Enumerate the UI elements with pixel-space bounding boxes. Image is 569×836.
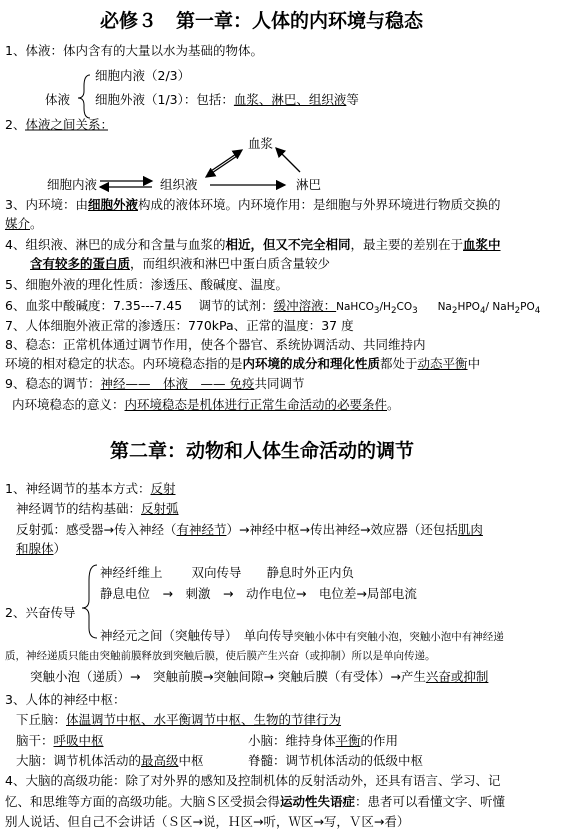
line-4 bbox=[5, 236, 501, 254]
nahco-text: NaHCO bbox=[336, 301, 374, 313]
center-cerebrum-a: 大脑：调节机体活动的 bbox=[16, 753, 142, 768]
excitation-3-a: 神经元之间（突触传导） 单向传导 bbox=[100, 628, 294, 643]
line-4-c: ，最主要的差别在于 bbox=[350, 237, 463, 252]
line-5: 5、细胞外液的理化性质：渗透压、酸碱度、温度。 bbox=[5, 277, 288, 292]
line-3-cont bbox=[5, 215, 43, 233]
line-10-a: 内环境稳态的意义： bbox=[12, 397, 125, 412]
line-9-network: 神经—— 体液 —— 免疫 bbox=[100, 376, 255, 391]
center-hypothalamus bbox=[16, 711, 341, 729]
arrow-plasma-to-tissue bbox=[206, 154, 240, 177]
sub-2b: 2 bbox=[451, 306, 458, 317]
sub-2a: 2 bbox=[390, 306, 397, 317]
line-4-cont bbox=[30, 255, 330, 273]
neural-3-a: 反射弧：感受器→传入神经（ bbox=[16, 522, 177, 537]
excitation-5-result: 兴奋或抑制 bbox=[425, 669, 489, 684]
line-8-e: 中 bbox=[467, 356, 481, 371]
neural-3-c: ）→神经中枢→传出神经→效应器（还包括 bbox=[226, 522, 458, 537]
line-6-pair2 bbox=[437, 301, 541, 317]
h-text: /H bbox=[379, 301, 391, 313]
line-9-a: 9、稳态的调节： bbox=[5, 376, 101, 391]
higher-3: 别人说话、但自己不会讲话（Ｓ区→说，Ｈ区→听，Ｗ区→写，Ｖ区→看） bbox=[5, 814, 410, 829]
neural-3-cont bbox=[16, 540, 66, 558]
center-brainstem-b: 呼吸中枢 bbox=[53, 733, 104, 748]
sub-3a: 3 bbox=[373, 306, 380, 317]
po-text: PO bbox=[520, 301, 535, 313]
excitation-brace bbox=[82, 565, 97, 638]
line-8-a: 环境的相对稳定的状态。内环境稳态指的是 bbox=[5, 356, 243, 371]
diagram-plasma: 血浆 bbox=[248, 136, 274, 151]
center-hypothalamus-b: 体温调节中枢、水平衡调节中枢、生物的节律行为 bbox=[66, 712, 342, 727]
excitation-5 bbox=[30, 668, 488, 686]
neural-3-muscle: 肌肉 bbox=[457, 522, 483, 537]
higher-2 bbox=[5, 793, 505, 811]
excitation-4: 质，神经递质只能由突触前膜释放到突触后膜，使后膜产生兴奋（或抑制）所以是单向传递。 bbox=[5, 650, 436, 662]
neural-3-close: ） bbox=[53, 541, 67, 556]
diagram-lymph: 淋巴 bbox=[296, 177, 322, 192]
line-4-plasma: 血浆中 bbox=[463, 237, 501, 252]
center-cerebrum-c: 中枢 bbox=[178, 753, 204, 768]
line-3-c: 构成的液体环境。内环境作用：是细胞与外界环境进行物质交换的 bbox=[137, 197, 501, 212]
line-8-cont bbox=[5, 355, 480, 373]
higher-2-c: ：患者可以看懂文字、听懂 bbox=[355, 794, 506, 809]
nah-text: / NaH bbox=[485, 301, 515, 313]
line-3 bbox=[5, 196, 501, 214]
line-4-protein: 含有较多的蛋白质 bbox=[30, 256, 131, 271]
higher-1: 4、大脑的高级功能：除了对外界的感知及控制机体的反射活动外，还具有语言、学习、记 bbox=[5, 773, 501, 788]
center-cerebellum-a: 小脑：维持身体 bbox=[248, 733, 336, 748]
excitation-label: 2、兴奋传导 bbox=[5, 605, 76, 620]
line-9-c: 共同调节 bbox=[254, 376, 305, 391]
sub-4b: 4 bbox=[534, 306, 541, 317]
line-10-meaning: 内环境稳态是机体进行正常生命活动的必要条件 bbox=[124, 397, 388, 412]
neural-3-gland: 和腺体 bbox=[16, 541, 54, 556]
line-6-buffer: 缓冲溶液： bbox=[273, 298, 337, 313]
line-8: 8、稳态：正常机体通过调节作用，使各个器官、系统协调活动、共同维持内 bbox=[5, 337, 426, 352]
center-cerebellum-balance: 平衡 bbox=[335, 733, 361, 748]
center-cerebrum bbox=[16, 752, 204, 770]
center-1: 3、人体的神经中枢： bbox=[5, 692, 126, 707]
neural-2-arc: 反射弧 bbox=[141, 501, 179, 516]
line-10 bbox=[12, 396, 400, 414]
line-2-text: 2、体液之间关系： bbox=[5, 117, 113, 132]
co-text: CO bbox=[396, 301, 413, 313]
hpo-text: HPO bbox=[457, 301, 480, 313]
arrow-lymph-to-plasma bbox=[276, 148, 300, 172]
arrow-tissue-to-plasma bbox=[208, 150, 242, 173]
center-brainstem bbox=[16, 732, 104, 750]
line-3-extracellular: 细胞外液 bbox=[87, 197, 138, 212]
sub-3b: 3 bbox=[412, 306, 418, 317]
center-cerebrum-highest: 最高级 bbox=[141, 753, 179, 768]
tree-root: 体液 bbox=[45, 92, 71, 107]
line-9 bbox=[5, 375, 304, 393]
na-text: Na bbox=[437, 301, 452, 313]
line-6-a: 6、血浆中酸碱度：7.35---7.45 调节的试剂： bbox=[5, 298, 274, 313]
center-cerebellum bbox=[248, 732, 398, 750]
neural-1-a: 1、神经调节的基本方式： bbox=[5, 481, 151, 496]
diagram-tissue-fluid: 组织液 bbox=[160, 177, 198, 192]
excitation-3 bbox=[100, 627, 504, 646]
sub-4a: 4 bbox=[479, 306, 486, 317]
chapter1-title: 必修３ 第一章：人体的内环境与稳态 bbox=[100, 10, 424, 32]
neural-2-a: 神经调节的结构基础： bbox=[16, 501, 142, 516]
line-6-pair1 bbox=[336, 301, 418, 317]
center-hypothalamus-a: 下丘脑： bbox=[16, 712, 67, 727]
center-brainstem-a: 脑干： bbox=[16, 733, 54, 748]
neural-1 bbox=[5, 480, 175, 498]
excitation-1: 神经纤维上 双向传导 静息时外正内负 bbox=[100, 565, 354, 580]
neural-2 bbox=[16, 500, 179, 518]
excitation-3-b: 突触小体中有突触小泡，突触小泡中有神经递 bbox=[293, 631, 504, 643]
line-8-c: 都处于 bbox=[380, 356, 418, 371]
excitation-2: 静息电位 → 刺激 → 动作电位→ 电位差→局部电流 bbox=[100, 586, 417, 601]
line-8-dynamic: 动态平衡 bbox=[417, 356, 468, 371]
line-10-c: 。 bbox=[387, 397, 400, 412]
excitation-5-a: 突触小泡（递质）→ 突触前膜→突触间隙→ 突触后膜（有受体）→产生 bbox=[30, 669, 426, 684]
diagram-intracellular: 细胞内液 bbox=[47, 177, 98, 192]
line-1: 1、体液：体内含有的大量以水为基础的物体。 bbox=[5, 43, 263, 58]
line-3-period: 。 bbox=[30, 216, 43, 231]
chapter2-title: 第二章：动物和人体生命活动的调节 bbox=[110, 440, 415, 462]
sub-2c: 2 bbox=[514, 306, 521, 317]
tree-extracellular-suffix: 等 bbox=[346, 92, 359, 107]
tree-extracellular-text: 细胞外液（1/3）：包括： bbox=[95, 92, 234, 107]
line-4-similar: 相近，但又不完全相同 bbox=[225, 237, 351, 252]
tree-brace bbox=[78, 75, 90, 118]
line-3-a: 3、内环境：由 bbox=[5, 197, 88, 212]
tree-extracellular-items: 血浆、淋巴、组织液 bbox=[233, 92, 347, 107]
tree-intracellular: 细胞内液（2/3） bbox=[95, 68, 191, 83]
line-8-composition: 内环境的成分和理化性质 bbox=[242, 356, 381, 371]
center-cerebellum-e: 的作用 bbox=[360, 733, 399, 748]
higher-2-aphasia: 运动性失语症 bbox=[280, 794, 356, 809]
line-3-medium: 媒介 bbox=[5, 216, 31, 231]
line-4-f: ，而组织液和淋巴中蛋白质含量较少 bbox=[130, 256, 331, 271]
line-7: 7、人体细胞外液正常的渗透压：770kPa、正常的温度：37 度 bbox=[5, 318, 354, 333]
higher-2-a: 忆、和思维等方面的高级功能。大脑Ｓ区受损会得 bbox=[5, 794, 281, 809]
neural-3-ganglion: 有神经节 bbox=[176, 522, 227, 537]
center-spinal: 脊髓：调节机体活动的低级中枢 bbox=[248, 753, 424, 768]
neural-1-reflex: 反射 bbox=[150, 481, 176, 496]
neural-3 bbox=[16, 521, 483, 539]
line-4-a: 4、组织液、淋巴的成分和含量与血浆的 bbox=[5, 237, 226, 252]
